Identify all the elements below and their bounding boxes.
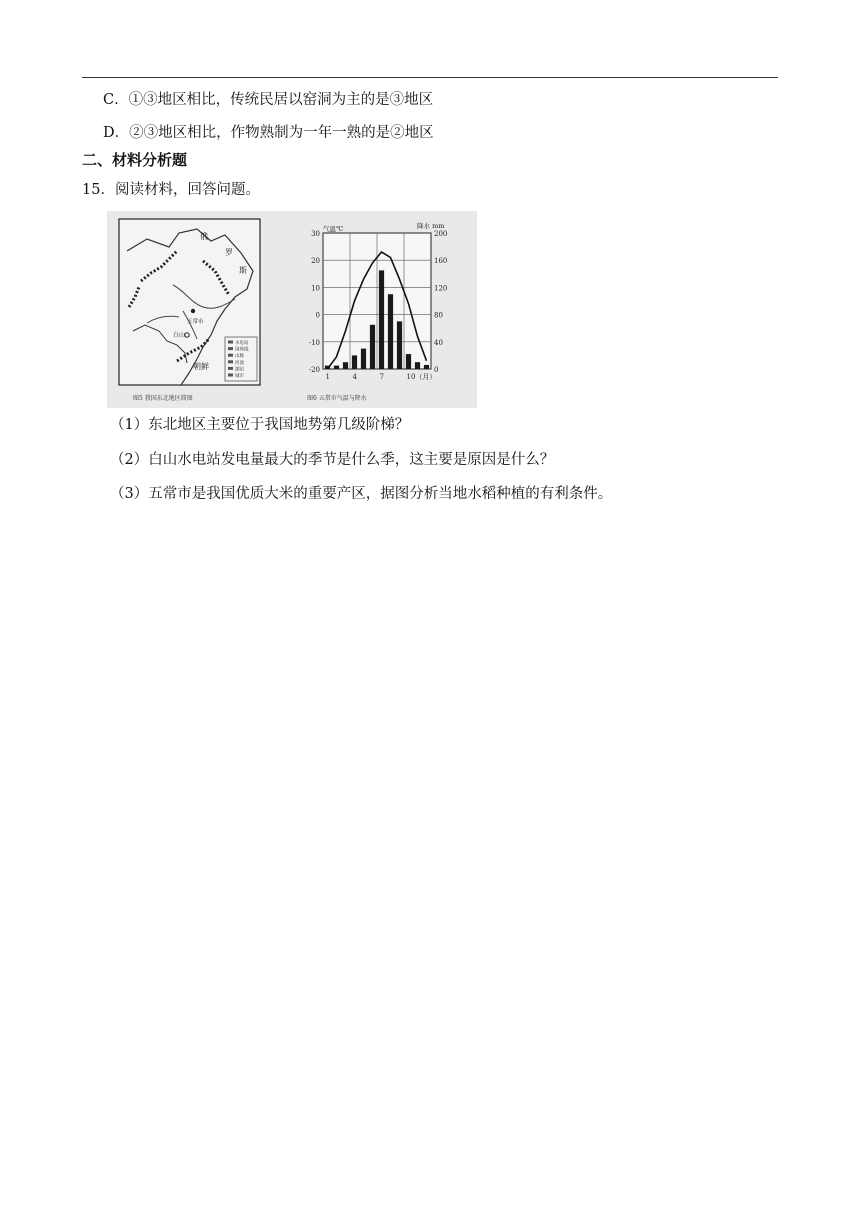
map-label-city: 五常市 bbox=[187, 319, 204, 325]
legend-symbol bbox=[228, 367, 233, 370]
precip-bar bbox=[334, 366, 339, 369]
legend-symbol bbox=[228, 341, 233, 344]
legend-label: 国界线 bbox=[235, 347, 249, 353]
legend-label: 城市 bbox=[235, 374, 244, 379]
legend-label: 河流 bbox=[235, 360, 244, 366]
legend-label: 水电站 bbox=[235, 341, 249, 346]
climate-chart bbox=[309, 230, 448, 381]
temp-tick-label: 20 bbox=[311, 257, 320, 266]
temp-axis-title: 气温℃ bbox=[323, 225, 344, 233]
precip-bar bbox=[352, 355, 357, 369]
temp-tick-label: -10 bbox=[308, 338, 320, 347]
precip-tick-label: 200 bbox=[434, 230, 448, 238]
city-marker bbox=[191, 309, 195, 313]
legend-symbol bbox=[228, 374, 233, 377]
temp-tick-label: 30 bbox=[311, 230, 320, 238]
section-title: 二、材料分析题 bbox=[82, 151, 188, 169]
map-label-korea: 朝鲜 bbox=[193, 362, 209, 371]
option-c: C．①③地区相比，传统民居以窑洞为主的是③地区 bbox=[103, 92, 434, 108]
x-tick-label: 10（月） bbox=[406, 373, 437, 381]
legend-label: 湖泊 bbox=[235, 367, 244, 373]
precip-tick-label: 160 bbox=[434, 257, 448, 266]
sub-question-2: （2）白山水电站发电量最大的季节是什么季，这主要是原因是什么？ bbox=[110, 452, 555, 468]
precip-bar bbox=[388, 294, 393, 369]
legend-symbol bbox=[228, 354, 233, 357]
question-figure bbox=[107, 211, 477, 408]
precip-bar bbox=[379, 270, 384, 369]
legend-label: 山脉 bbox=[235, 354, 244, 360]
x-tick-label: 4 bbox=[352, 373, 357, 381]
map-label-russia-1: 俄 bbox=[200, 232, 208, 241]
option-d: D．②③地区相比，作物熟制为一年一熟的是②地区 bbox=[103, 125, 434, 141]
precip-bar bbox=[397, 321, 402, 369]
x-tick-label: 7 bbox=[379, 373, 384, 381]
map-label-russia-2: 罗 bbox=[225, 248, 233, 257]
precip-tick-label: 0 bbox=[434, 366, 439, 374]
precip-bar bbox=[361, 349, 366, 369]
map-label-russia-3: 斯 bbox=[239, 266, 247, 275]
precip-bar bbox=[424, 365, 429, 369]
figure-svg bbox=[107, 211, 477, 408]
legend-symbol bbox=[228, 360, 233, 363]
precip-tick-label: 40 bbox=[434, 338, 443, 347]
chart-caption: 图6 五常市气温与降水 bbox=[307, 395, 367, 402]
sub-question-1: （1）东北地区主要位于我国地势第几级阶梯？ bbox=[110, 417, 410, 433]
map-label-baishan: 白山 bbox=[173, 332, 186, 339]
temp-tick-label: -20 bbox=[308, 366, 320, 374]
precip-bar bbox=[406, 354, 411, 369]
header-rule bbox=[82, 77, 778, 78]
temp-tick-label: 0 bbox=[315, 311, 320, 320]
question-stem: 15．阅读材料，回答问题。 bbox=[82, 182, 260, 198]
precip-tick-label: 80 bbox=[434, 311, 443, 320]
precip-axis-title: 降水 mm bbox=[417, 222, 445, 230]
precip-bar bbox=[415, 362, 420, 369]
legend-symbol bbox=[228, 347, 233, 350]
precip-bar bbox=[343, 362, 348, 369]
map-caption: 图5 我国东北地区简图 bbox=[133, 395, 193, 402]
temp-tick-label: 10 bbox=[311, 284, 320, 293]
sub-question-3: （3）五常市是我国优质大米的重要产区，据图分析当地水稻种植的有利条件。 bbox=[110, 486, 613, 502]
precip-bar bbox=[370, 325, 375, 369]
precip-tick-label: 120 bbox=[434, 284, 448, 293]
x-tick-label: 1 bbox=[325, 373, 330, 381]
